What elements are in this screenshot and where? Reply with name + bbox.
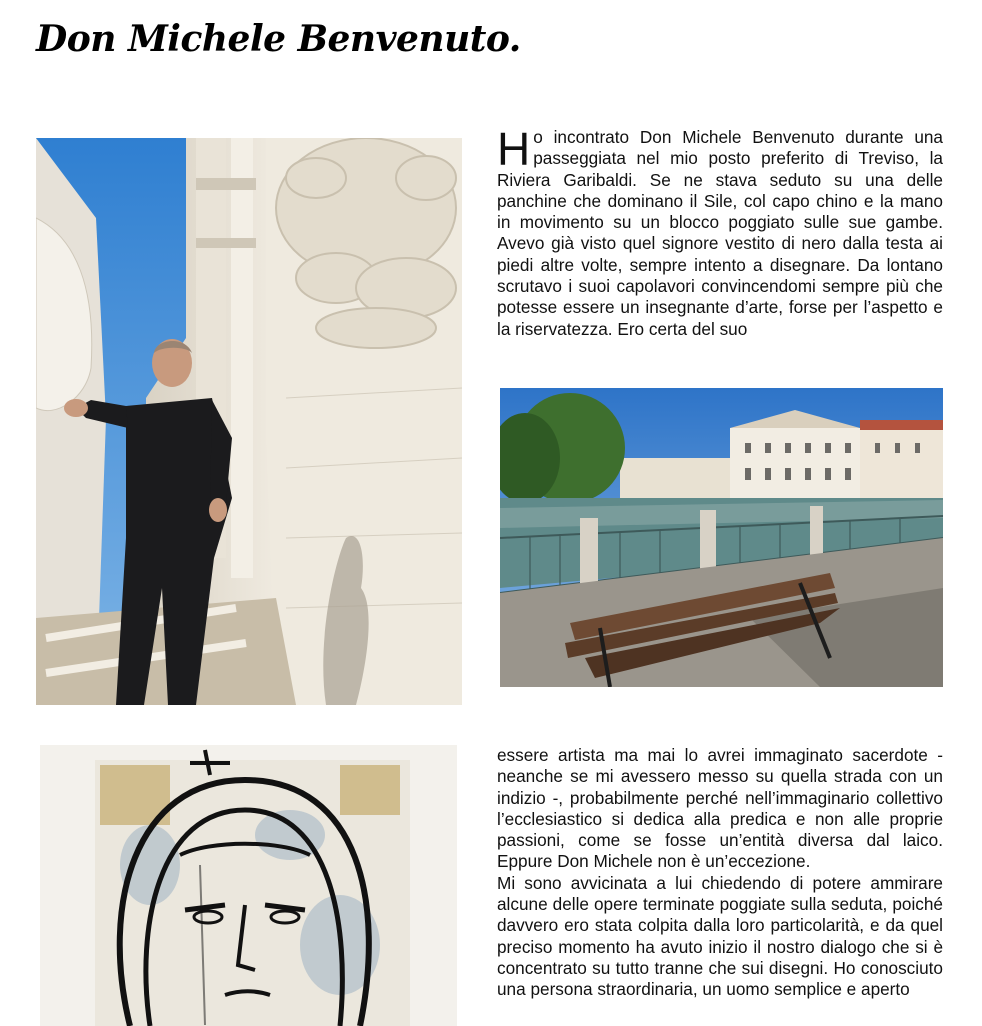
continued-text	[497, 745, 943, 1026]
icon-drawing-photo	[40, 745, 457, 1026]
riverside-bench-photo	[500, 388, 943, 687]
paragraph-2: Mi sono avvicinata a lui chiedendo di potere ammirare alcune delle opere terminate poggiate sulla seduta, poiché davvero ero stata colpita dalla loro particolarità, e da quel preciso momento ha avuto inizio il nostro dialogo che si è concentrato su tutto tranne che sui disegni. Ho conosciuto una persona straordinaria, un uomo semplice e aperto	[497, 872, 943, 1000]
article-title: Don Michele Benvenuto.	[36, 18, 521, 60]
drop-cap: H	[497, 127, 531, 175]
portrait-photo	[36, 138, 462, 705]
intro-text: o incontrato Don Michele Benvenuto durante una passeggiata nel mio posto preferito di Treviso, la Riviera Garibaldi. Se ne stava seduto su una delle panchine che dominano il Sile, col capo chino e la mano in movimento su un blocco poggiato sulle sue gambe. Avevo già visto quel signore vestito di nero dalla testa ai piedi altre volte, sempre intento a disegnare. Da lontano scrutavo i suoi capolavori convincendomi sempre più che potesse essere un insegnante d’arte, forse per l’aspetto e la riservatezza. Ero certa del suo	[497, 127, 943, 339]
intro-paragraph	[497, 127, 943, 361]
paragraph-continued: essere artista ma mai lo avrei immaginato sacerdote - neanche se mi avessero messo su quella strada con un indizio -, probabilmente perché nell’immaginario collettivo l’ecclesiastico si dedica alla predica e non alle proprie passioni, come se fosse un’entità diversa dal laico. Eppure Don Michele non è un’eccezione.	[497, 745, 943, 872]
